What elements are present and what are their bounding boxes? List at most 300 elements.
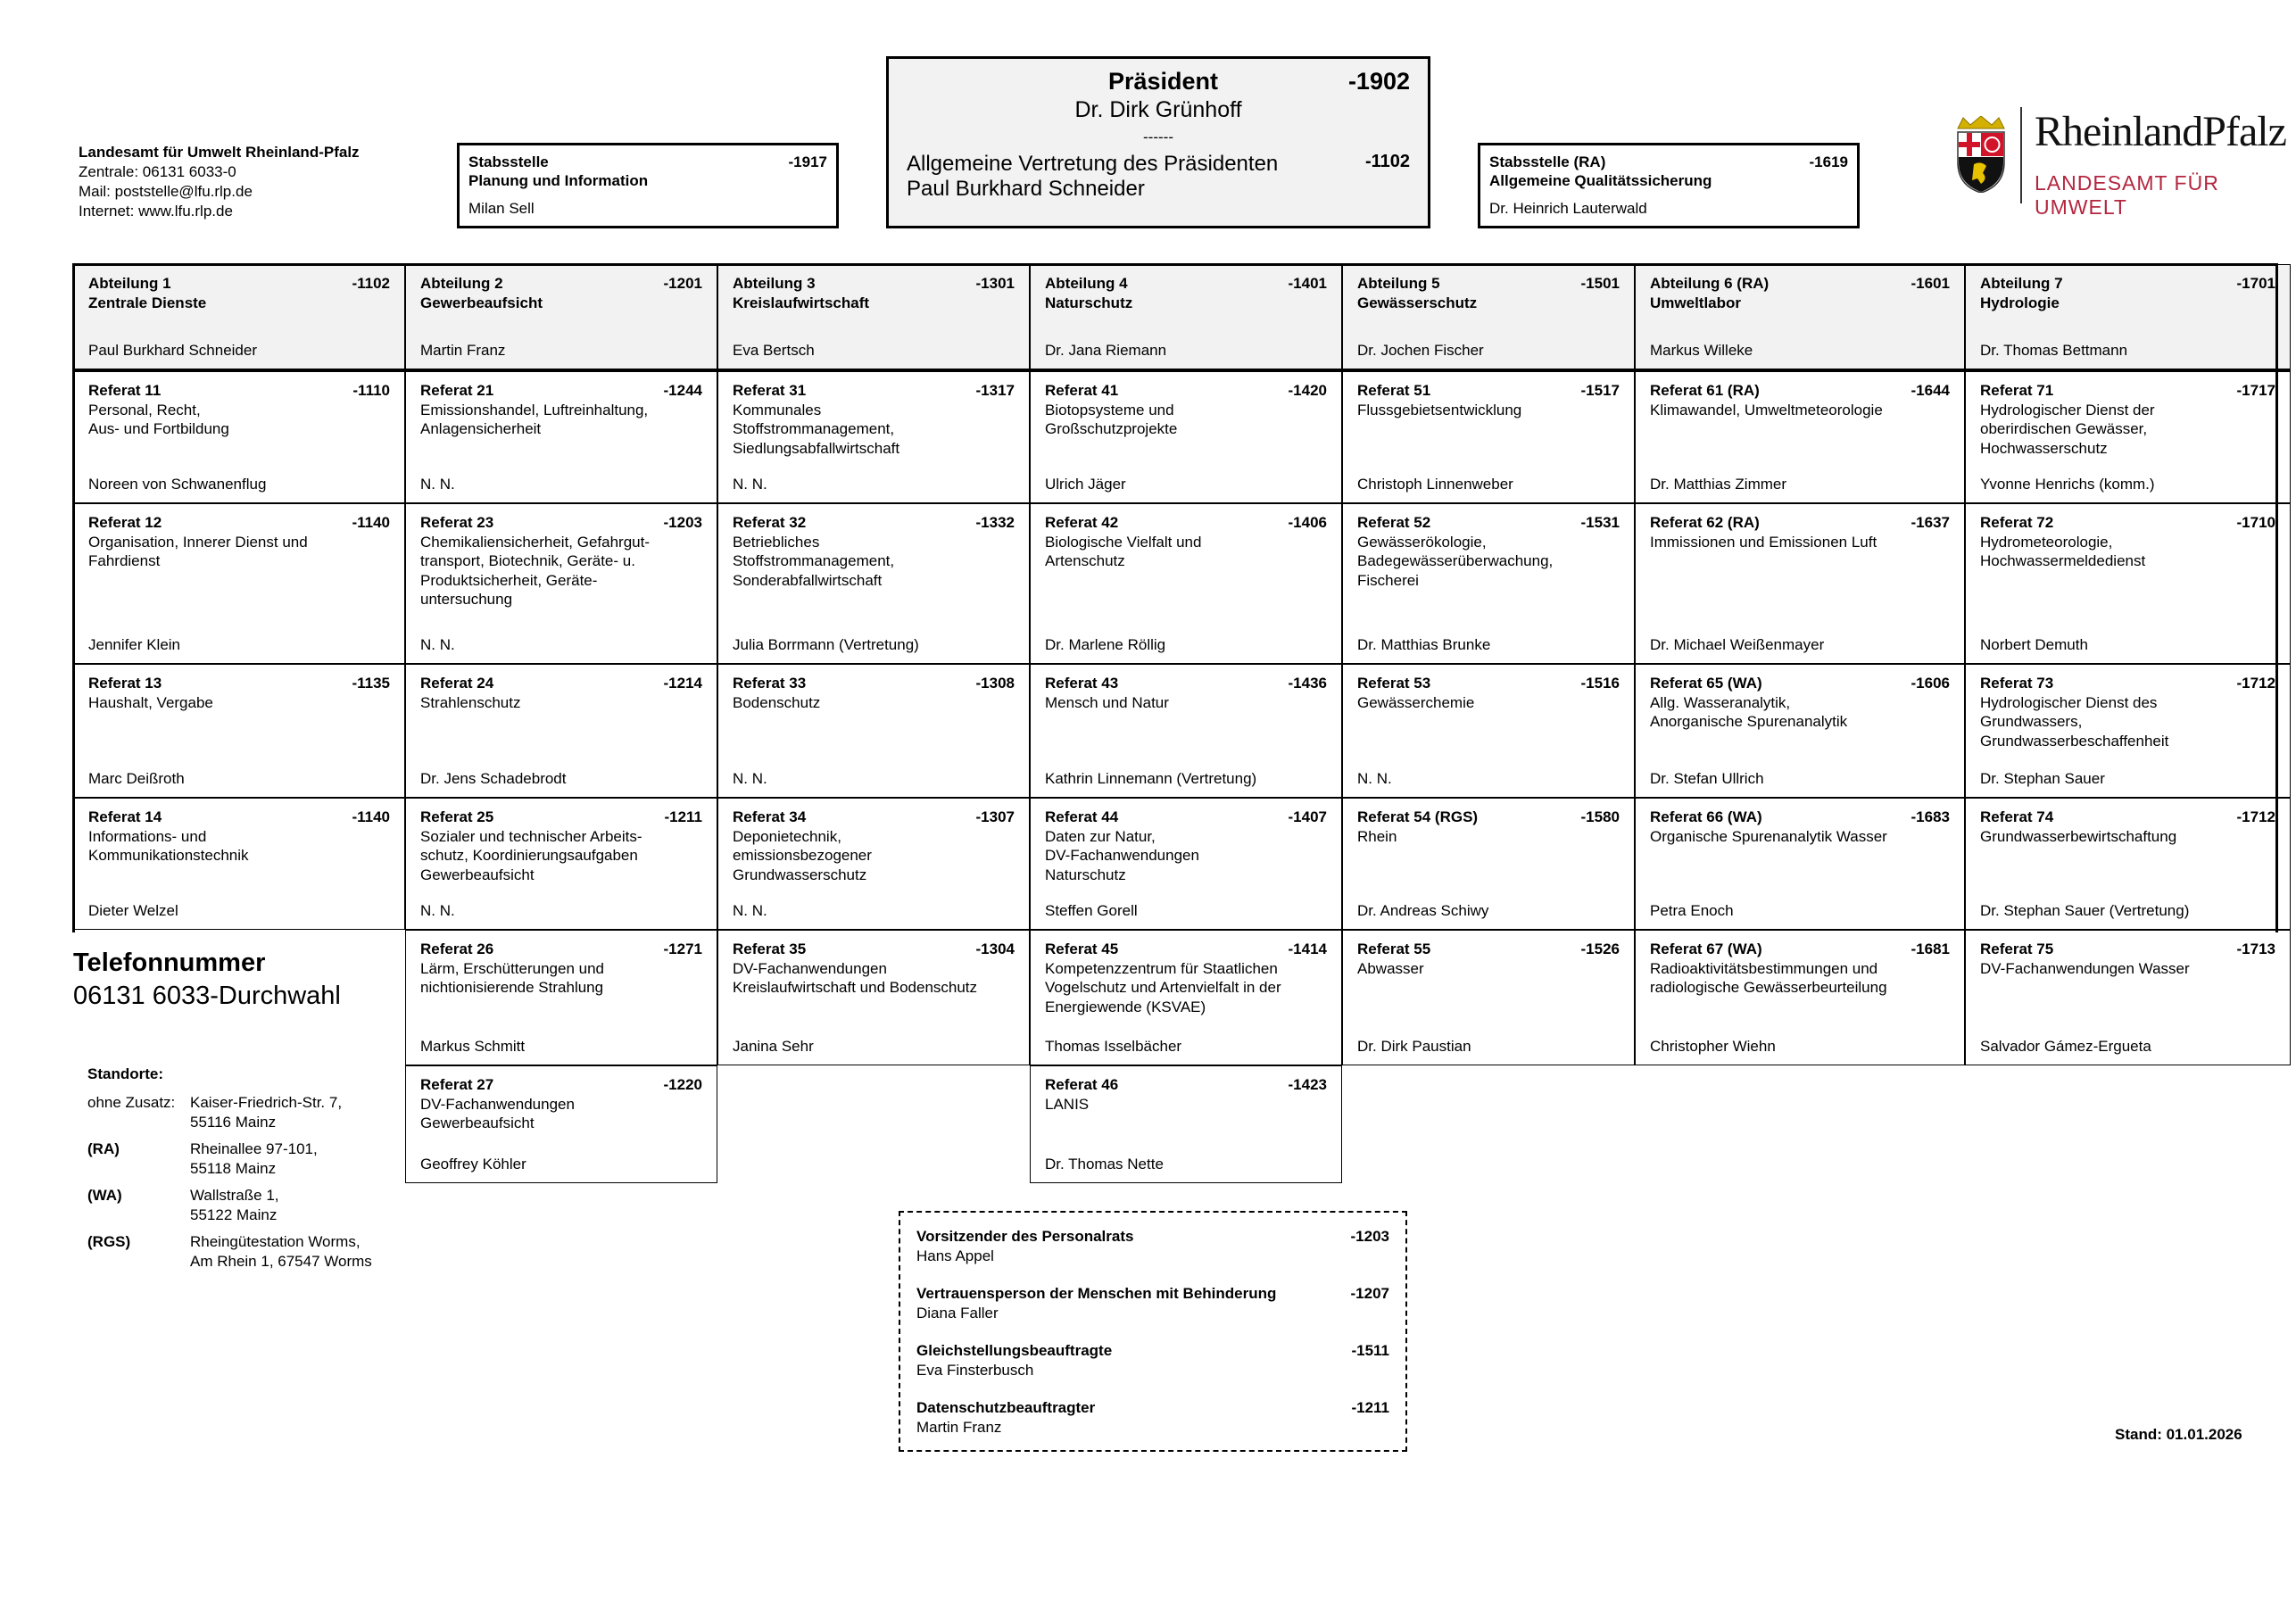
representative-ext: -1203 — [1350, 1228, 1389, 1245]
unit-ext: -1304 — [975, 940, 1015, 957]
location-address-line: Am Rhein 1, 67547 Worms — [190, 1253, 372, 1270]
staff-person: Milan Sell — [468, 200, 535, 217]
unit-title: Referat 43 — [1045, 675, 1119, 692]
unit-cell — [73, 798, 405, 930]
unit-head: Markus Schmitt — [420, 1037, 526, 1055]
unit-cell — [1030, 930, 1342, 1065]
unit-description: Chemikaliensicherheit, Gefahrgut- — [420, 533, 651, 551]
unit-cell — [1030, 1065, 1342, 1183]
unit-description: Siedlungsabfallwirtschaft — [733, 439, 900, 457]
location-address-line: 55116 Mainz — [190, 1114, 277, 1131]
unit-title: Referat 72 — [1980, 514, 2054, 531]
location-code: (WA) — [87, 1187, 122, 1204]
unit-cell — [1342, 503, 1635, 664]
unit-title: Referat 67 (WA) — [1650, 940, 1762, 957]
unit-title: Referat 62 (RA) — [1650, 514, 1760, 531]
location-address-line: Rheingütestation Worms, — [190, 1233, 361, 1250]
unit-title: Referat 55 — [1357, 940, 1431, 957]
location-address-line: Wallstraße 1, — [190, 1187, 279, 1204]
unit-head: Dr. Matthias Brunke — [1357, 635, 1491, 653]
unit-cell — [1635, 798, 1965, 930]
unit-description: Haushalt, Vergabe — [88, 693, 213, 711]
unit-head: N. N. — [420, 901, 455, 919]
unit-cell — [1965, 664, 2291, 798]
unit-title: Referat 35 — [733, 940, 807, 957]
unit-cell — [73, 369, 405, 503]
department-header — [717, 264, 1030, 369]
unit-description: Fischerei — [1357, 571, 1419, 589]
locations — [87, 1065, 372, 1279]
unit-description: DV-Fachanwendungen — [733, 959, 887, 977]
logo-divider — [2020, 107, 2022, 203]
representative-person: Diana Faller — [916, 1304, 999, 1322]
unit-description: schutz, Koordinierungsaufgaben — [420, 847, 638, 864]
unit-description: Grundwassers, — [1980, 713, 2083, 730]
department-head: Dr. Jana Riemann — [1045, 341, 1167, 359]
unit-ext: -1332 — [975, 514, 1015, 531]
department-title: Abteilung 3 — [733, 275, 816, 292]
unit-head: Dieter Welzel — [88, 901, 178, 919]
unit-title: Referat 13 — [88, 675, 162, 692]
unit-ext: -1244 — [663, 382, 702, 399]
unit-description: Hydrometeorologie, — [1980, 533, 2113, 551]
unit-cell — [1030, 503, 1342, 664]
coat-of-arms-icon — [1954, 116, 2008, 193]
unit-head: Christoph Linnenweber — [1357, 475, 1513, 493]
unit-description: Rhein — [1357, 827, 1397, 845]
department-name: Hydrologie — [1980, 294, 2060, 311]
unit-ext: -1140 — [352, 808, 390, 825]
unit-ext: -1211 — [664, 808, 702, 825]
phone-title: Telefonnummer — [73, 949, 266, 977]
unit-description: Deponietechnik, — [733, 827, 841, 845]
representative-title: Vorsitzender des Personalrats — [916, 1228, 1134, 1245]
unit-description: Vogelschutz und Artenvielfalt in der — [1045, 979, 1281, 996]
unit-description: LANIS — [1045, 1095, 1090, 1113]
unit-description: Allg. Wasseranalytik, — [1650, 693, 1791, 711]
staff-title: Stabsstelle (RA) — [1489, 153, 1606, 170]
unit-description: DV-Fachanwendungen Wasser — [1980, 959, 2190, 977]
staff-subtitle: Allgemeine Qualitätssicherung — [1489, 172, 1712, 189]
department-ext: -1501 — [1580, 275, 1620, 292]
unit-ext: -1436 — [1288, 675, 1327, 692]
unit-ext: -1683 — [1911, 808, 1950, 825]
unit-head: N. N. — [420, 475, 455, 493]
unit-cell — [717, 930, 1030, 1065]
unit-ext: -1712 — [2236, 808, 2275, 825]
department-head: Dr. Thomas Bettmann — [1980, 341, 2128, 359]
unit-ext: -1214 — [663, 675, 702, 692]
unit-description: Mensch und Natur — [1045, 693, 1169, 711]
unit-description: Biologische Vielfalt und — [1045, 533, 1202, 551]
unit-title: Referat 73 — [1980, 675, 2054, 692]
unit-ext: -1710 — [2236, 514, 2275, 531]
president-ext: -1902 — [1347, 68, 1410, 95]
unit-cell — [405, 369, 717, 503]
staff-subtitle: Planung und Information — [468, 172, 649, 189]
unit-head: Salvador Gámez-Ergueta — [1980, 1037, 2151, 1055]
unit-ext: -1717 — [2236, 382, 2275, 399]
department-name: Kreislaufwirtschaft — [733, 294, 870, 311]
unit-title: Referat 42 — [1045, 514, 1119, 531]
department-ext: -1102 — [352, 275, 390, 292]
unit-description: emissionsbezogener — [733, 847, 872, 864]
unit-description: Biotopsysteme und — [1045, 401, 1174, 418]
unit-ext: -1406 — [1288, 514, 1327, 531]
unit-description: Gewässerökologie, — [1357, 533, 1487, 551]
unit-ext: -1317 — [975, 382, 1015, 399]
unit-description: Aus- und Fortbildung — [88, 420, 229, 437]
unit-description: Organisation, Innerer Dienst und — [88, 533, 308, 551]
unit-cell — [1635, 664, 1965, 798]
unit-description: Kreislaufwirtschaft und Bodenschutz — [733, 979, 978, 996]
department-title: Abteilung 5 — [1357, 275, 1440, 292]
unit-ext: -1271 — [663, 940, 702, 957]
location-address-line: 55122 Mainz — [190, 1206, 278, 1223]
unit-description: Emissionshandel, Luftreinhaltung, — [420, 401, 649, 418]
representative-ext: -1511 — [1351, 1342, 1389, 1359]
unit-description: Artenschutz — [1045, 552, 1125, 569]
representative — [916, 1284, 1389, 1322]
unit-description: Naturschutz — [1045, 866, 1126, 883]
unit-title: Referat 65 (WA) — [1650, 675, 1762, 692]
department-header — [1965, 264, 2291, 369]
unit-ext: -1517 — [1580, 382, 1620, 399]
unit-title: Referat 66 (WA) — [1650, 808, 1762, 825]
unit-cell — [1342, 930, 1635, 1065]
unit-description: Hydrologischer Dienst der — [1980, 401, 2155, 418]
unit-head: Petra Enoch — [1650, 901, 1734, 919]
unit-cell — [405, 664, 717, 798]
unit-description: Hochwasserschutz — [1980, 439, 2108, 457]
unit-description: Gewässerchemie — [1357, 693, 1475, 711]
unit-head: Dr. Andreas Schiwy — [1357, 901, 1489, 919]
staff-person: Dr. Heinrich Lauterwald — [1489, 200, 1647, 217]
unit-title: Referat 26 — [420, 940, 494, 957]
unit-ext: -1220 — [663, 1076, 702, 1093]
department-header — [405, 264, 717, 369]
unit-head: N. N. — [1357, 769, 1392, 787]
president-box — [886, 56, 1430, 228]
unit-head: Kathrin Linnemann (Vertretung) — [1045, 769, 1257, 787]
staff-unit-planning — [457, 143, 839, 228]
president-name: Dr. Dirk Grünhoff — [1074, 97, 1242, 122]
unit-description: Energiewende (KSVAE) — [1045, 998, 1206, 1015]
unit-head: N. N. — [420, 635, 455, 653]
unit-cell — [405, 503, 717, 664]
phone-number: 06131 6033-Durchwahl — [73, 982, 341, 1010]
representative — [916, 1341, 1389, 1380]
department-title: Abteilung 4 — [1045, 275, 1128, 292]
representative-title: Vertrauensperson der Menschen mit Behinderung — [916, 1285, 1277, 1302]
unit-description: Großschutzprojekte — [1045, 420, 1178, 437]
unit-cell — [717, 798, 1030, 930]
unit-ext: -1110 — [352, 382, 390, 399]
unit-description: Strahlenschutz — [420, 693, 521, 711]
department-name: Zentrale Dienste — [88, 294, 207, 311]
unit-description: Anorganische Spurenanalytik — [1650, 713, 1848, 730]
unit-head: Geoffrey Köhler — [420, 1155, 526, 1172]
unit-head: Janina Sehr — [733, 1037, 814, 1055]
unit-description: Gewerbeaufsicht — [420, 1114, 535, 1131]
logo-subtitle: LANDESAMT FÜR UMWELT — [2035, 171, 2219, 219]
org-name: Landesamt für Umwelt Rheinland-Pfalz — [79, 144, 360, 161]
org-contact-info — [79, 143, 360, 221]
unit-ext: -1140 — [352, 514, 390, 531]
unit-ext: -1531 — [1580, 514, 1620, 531]
staff-ext: -1619 — [1809, 153, 1848, 170]
unit-cell — [1965, 503, 2291, 664]
unit-description: Lärm, Erschütterungen und — [420, 959, 605, 977]
unit-ext: -1644 — [1911, 382, 1950, 399]
deputy-name: Paul Burkhard Schneider — [907, 177, 1145, 201]
unit-head: Thomas Isselbächer — [1045, 1037, 1182, 1055]
unit-title: Referat 11 — [88, 382, 162, 399]
department-title: Abteilung 6 (RA) — [1650, 275, 1770, 292]
unit-description: Daten zur Natur, — [1045, 827, 1156, 845]
location-address-line: Rheinallee 97-101, — [190, 1140, 318, 1157]
unit-head: Dr. Stefan Ullrich — [1650, 769, 1764, 787]
unit-title: Referat 44 — [1045, 808, 1119, 825]
unit-description: Klimawandel, Umweltmeteorologie — [1650, 401, 1883, 418]
unit-description: Kommunikationstechnik — [88, 847, 249, 864]
representative-person: Eva Finsterbusch — [916, 1361, 1034, 1379]
department-ext: -1601 — [1911, 275, 1950, 292]
unit-head: Norbert Demuth — [1980, 635, 2088, 653]
representative-ext: -1207 — [1350, 1285, 1389, 1302]
unit-cell — [1030, 798, 1342, 930]
unit-head: Dr. Jens Schadebrodt — [420, 769, 567, 787]
unit-title: Referat 61 (RA) — [1650, 382, 1760, 399]
unit-description: oberirdischen Gewässer, — [1980, 420, 2148, 437]
unit-description: DV-Fachanwendungen — [1045, 847, 1199, 864]
unit-cell — [1635, 503, 1965, 664]
department-title: Abteilung 2 — [420, 275, 503, 292]
unit-description: Betriebliches — [733, 533, 820, 551]
unit-title: Referat 27 — [420, 1076, 494, 1093]
unit-cell — [1965, 930, 2291, 1065]
unit-head: Yvonne Henrichs (komm.) — [1980, 475, 2155, 493]
unit-description: DV-Fachanwendungen — [420, 1095, 575, 1113]
location-item — [87, 1232, 372, 1272]
unit-head: Dr. Dirk Paustian — [1357, 1037, 1471, 1055]
department-head: Markus Willeke — [1650, 341, 1753, 359]
department-name: Naturschutz — [1045, 294, 1133, 311]
unit-ext: -1712 — [2236, 675, 2275, 692]
unit-head: Dr. Matthias Zimmer — [1650, 475, 1787, 493]
unit-title: Referat 51 — [1357, 382, 1431, 399]
unit-head: Dr. Marlene Röllig — [1045, 635, 1166, 653]
department-head: Paul Burkhard Schneider — [88, 341, 258, 359]
unit-description: Personal, Recht, — [88, 401, 201, 418]
representative-ext: -1211 — [1351, 1399, 1389, 1416]
unit-head: Dr. Stephan Sauer — [1980, 769, 2105, 787]
stand-date: Stand: 01.01.2026 — [2115, 1426, 2242, 1443]
department-header — [73, 264, 405, 369]
separator: ------ — [1143, 128, 1173, 145]
unit-description: Fahrdienst — [88, 552, 161, 569]
unit-title: Referat 21 — [420, 382, 494, 399]
unit-ext: -1526 — [1580, 940, 1620, 957]
locations-title: Standorte: — [87, 1065, 163, 1082]
unit-head: Dr. Michael Weißenmayer — [1650, 635, 1825, 653]
unit-title: Referat 31 — [733, 382, 807, 399]
unit-head: Christopher Wiehn — [1650, 1037, 1776, 1055]
unit-ext: -1516 — [1580, 675, 1620, 692]
org-central-phone: Zentrale: 06131 6033-0 — [79, 163, 236, 180]
unit-description: radiologische Gewässerbeurteilung — [1650, 979, 1887, 996]
unit-cell — [717, 664, 1030, 798]
unit-title: Referat 71 — [1980, 382, 2054, 399]
unit-ext: -1407 — [1288, 808, 1327, 825]
unit-head: N. N. — [733, 769, 767, 787]
unit-head: Dr. Thomas Nette — [1045, 1155, 1164, 1172]
unit-ext: -1681 — [1911, 940, 1950, 957]
unit-cell — [405, 930, 717, 1065]
unit-cell — [1965, 369, 2291, 503]
unit-title: Referat 34 — [733, 808, 807, 825]
unit-ext: -1713 — [2236, 940, 2275, 957]
logo — [1954, 107, 2286, 219]
unit-description: Kompetenzzentrum für Staatlichen — [1045, 959, 1278, 977]
unit-title: Referat 75 — [1980, 940, 2054, 957]
unit-description: Organische Spurenanalytik Wasser — [1650, 827, 1887, 845]
location-code: (RGS) — [87, 1233, 131, 1250]
location-item — [87, 1139, 372, 1179]
representative — [916, 1227, 1389, 1265]
location-item — [87, 1093, 372, 1132]
logo-wordmark: RheinlandPfalz — [2035, 108, 2286, 155]
location-item — [87, 1186, 372, 1225]
representative-title: Datenschutzbeauftragter — [916, 1399, 1096, 1416]
staff-unit-quality — [1478, 143, 1860, 228]
unit-cell — [405, 798, 717, 930]
staff-title: Stabsstelle — [468, 153, 549, 170]
unit-head: Julia Borrmann (Vertretung) — [733, 635, 919, 653]
department-ext: -1301 — [975, 275, 1015, 292]
department-name: Gewässerschutz — [1357, 294, 1478, 311]
unit-title: Referat 46 — [1045, 1076, 1119, 1093]
unit-cell — [1030, 664, 1342, 798]
representative-person: Hans Appel — [916, 1247, 994, 1264]
unit-description: Stoffstrommanagement, — [733, 552, 895, 569]
department-name: Umweltlabor — [1650, 294, 1742, 311]
unit-cell — [1635, 369, 1965, 503]
department-ext: -1401 — [1288, 275, 1327, 292]
unit-description: Sozialer und technischer Arbeits- — [420, 827, 642, 845]
unit-cell — [1342, 798, 1635, 930]
unit-description: Hydrologischer Dienst des — [1980, 693, 2158, 711]
department-name: Gewerbeaufsicht — [420, 294, 543, 311]
department-head: Martin Franz — [420, 341, 506, 359]
unit-description: Grundwasserschutz — [733, 866, 867, 883]
representative — [916, 1398, 1389, 1437]
org-mail: Mail: poststelle@lfu.rlp.de — [79, 183, 253, 200]
location-address-line: 55118 Mainz — [190, 1160, 277, 1177]
location-address-line: Kaiser-Friedrich-Str. 7, — [190, 1094, 343, 1111]
department-head: Eva Bertsch — [733, 341, 815, 359]
unit-description: Radioaktivitätsbestimmungen und — [1650, 959, 1878, 977]
unit-ext: -1414 — [1288, 940, 1327, 957]
unit-ext: -1420 — [1288, 382, 1327, 399]
unit-cell — [1030, 369, 1342, 503]
unit-ext: -1423 — [1288, 1076, 1327, 1093]
unit-ext: -1203 — [663, 514, 702, 531]
unit-title: Referat 33 — [733, 675, 807, 692]
department-head: Dr. Jochen Fischer — [1357, 341, 1484, 359]
representative-title: Gleichstellungsbeauftragte — [916, 1342, 1113, 1359]
unit-title: Referat 54 (RGS) — [1357, 808, 1479, 825]
unit-description: untersuchung — [420, 591, 513, 608]
location-code: ohne Zusatz: — [87, 1094, 176, 1111]
unit-title: Referat 52 — [1357, 514, 1431, 531]
unit-head: N. N. — [733, 901, 767, 919]
deputy-title: Allgemeine Vertretung des Präsidenten — [907, 152, 1279, 176]
unit-description: Anlagensicherheit — [420, 420, 542, 437]
department-ext: -1201 — [663, 275, 702, 292]
unit-head: Marc Deißroth — [88, 769, 185, 787]
unit-head: Noreen von Schwanenflug — [88, 475, 267, 493]
unit-ext: -1637 — [1911, 514, 1950, 531]
unit-title: Referat 45 — [1045, 940, 1119, 957]
unit-ext: -1307 — [975, 808, 1015, 825]
unit-ext: -1308 — [975, 675, 1015, 692]
unit-description: Grundwasserbeschaffenheit — [1980, 732, 2169, 750]
representatives-box — [899, 1211, 1407, 1452]
unit-head: Steffen Gorell — [1045, 901, 1138, 919]
staff-ext: -1917 — [788, 153, 827, 170]
unit-title: Referat 25 — [420, 808, 494, 825]
unit-title: Referat 41 — [1045, 382, 1119, 399]
unit-head: Jennifer Klein — [88, 635, 181, 653]
department-header — [1030, 264, 1342, 369]
department-title: Abteilung 1 — [88, 275, 171, 292]
unit-cell — [717, 369, 1030, 503]
org-internet: Internet: www.lfu.rlp.de — [79, 203, 233, 220]
unit-description: Sonderabfallwirtschaft — [733, 571, 883, 589]
location-code: (RA) — [87, 1140, 120, 1157]
department-ext: -1701 — [2236, 275, 2275, 292]
unit-head: Dr. Stephan Sauer (Vertretung) — [1980, 901, 2190, 919]
unit-cell — [73, 503, 405, 664]
unit-description: Grundwasserbewirtschaftung — [1980, 827, 2177, 845]
unit-ext: -1606 — [1911, 675, 1950, 692]
unit-cell — [1635, 930, 1965, 1065]
department-title: Abteilung 7 — [1980, 275, 2063, 292]
unit-cell — [73, 664, 405, 798]
unit-description: Abwasser — [1357, 959, 1424, 977]
unit-ext: -1580 — [1580, 808, 1620, 825]
unit-cell — [1342, 664, 1635, 798]
president-title: Präsident — [1107, 68, 1218, 95]
deputy-ext: -1102 — [1364, 152, 1410, 171]
unit-cell — [1342, 369, 1635, 503]
department-header — [1635, 264, 1965, 369]
unit-description: Stoffstrommanagement, — [733, 420, 895, 437]
representative-person: Martin Franz — [916, 1418, 1002, 1436]
unit-description: Hochwassermeldedienst — [1980, 552, 2146, 569]
unit-description: Produktsicherheit, Geräte- — [420, 571, 598, 589]
unit-description: Gewerbeaufsicht — [420, 866, 535, 883]
unit-ext: -1135 — [352, 675, 390, 692]
unit-description: Bodenschutz — [733, 693, 821, 711]
unit-title: Referat 32 — [733, 514, 807, 531]
unit-title: Referat 12 — [88, 514, 162, 531]
unit-description: transport, Biotechnik, Geräte- u. — [420, 552, 635, 569]
department-header — [1342, 264, 1635, 369]
unit-title: Referat 74 — [1980, 808, 2054, 825]
unit-cell — [1965, 798, 2291, 930]
